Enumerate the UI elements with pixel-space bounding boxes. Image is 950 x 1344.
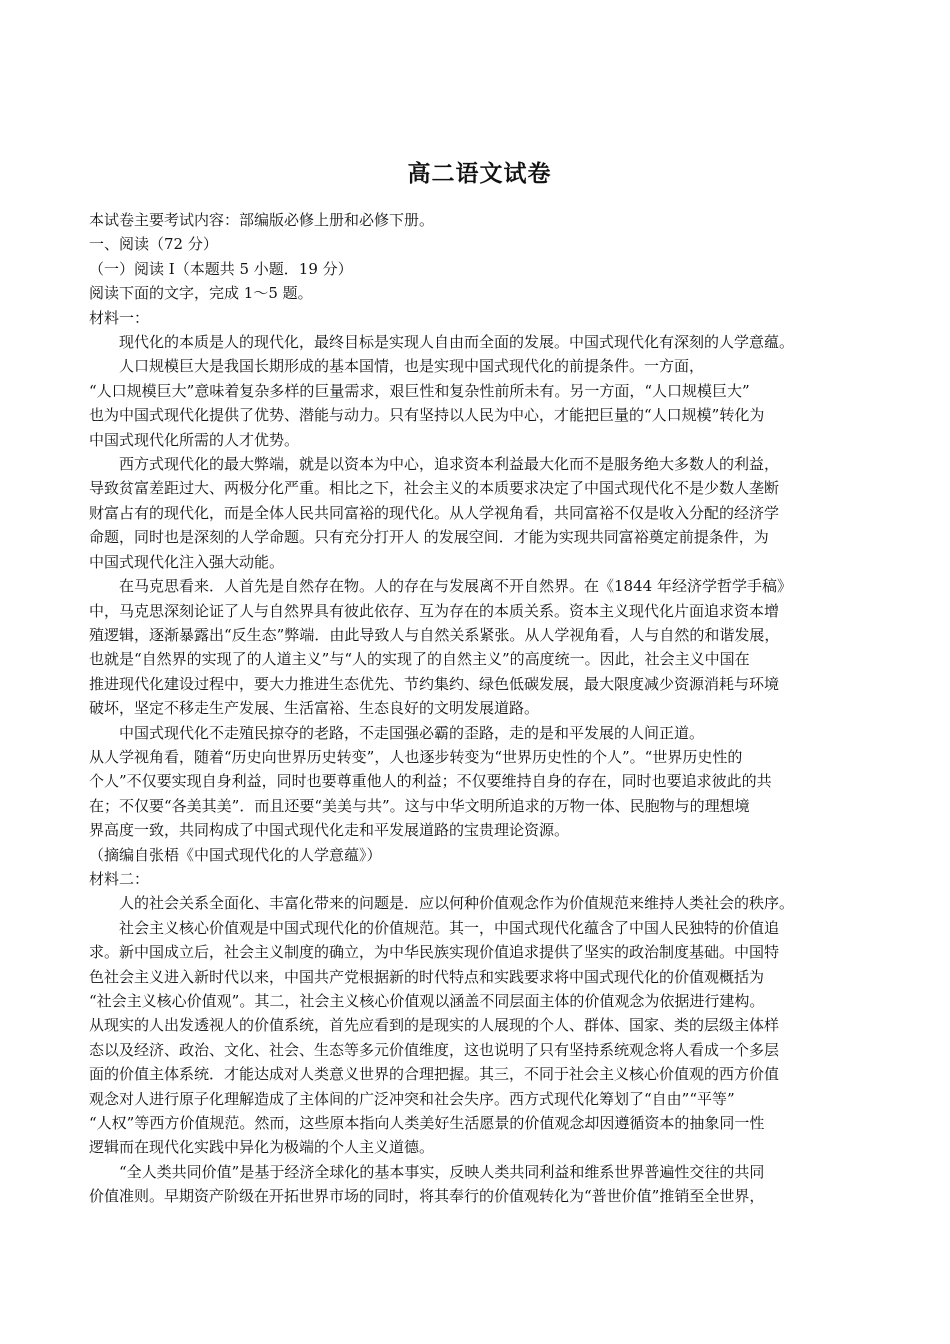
subsection-heading: （一）阅读 I（本题共 5 小题．19 分） <box>89 259 353 278</box>
material-one-paragraph: 在马克思看来．人首先是自然存在物。人的存在与发展离不开自然界。在《1844 年经济学哲学手稿》 中，马克思深刻论证了人与自然界具有彼此依存、互为存在的本质关系。资本主义现代化片面追求资本增 殖逻辑，逐渐暴露出“反生态”弊端．由此导致人与自然关系紧张。从人学视角看，人与自然的和谐发展， 也就是“自然界的实现了的人道主义”与“人的实现了的自然主义”的高度统一。因此，社会主义中国在 推进现代化建设过程中，要大力推进生态优先、节约集约、绿色低碳发展，最大限度减少资源消耗与环境 破坏，坚定不移走生产发展、生活富裕、生态良好的文明发展道路。 <box>89 577 792 718</box>
material-two-paragraph: 社会主义核心价值观是中国式现代化的价值规范。其一，中国式现代化蕴含了中国人民独特的价值追 求。新中国成立后，社会主义制度的确立，为中华民族实现价值追求提供了坚实的政治制度基础。中国特 色社会主义进入新时代以来，中国共产党根据新的时代特点和实践要求将中国式现代化的价值观概括为 “社会主义核心价值观”。其二，社会主义核心价值观以涵盖不同层面主体的价值观念为依据进行建构。 从现实的人出发透视人的价值系统，首先应看到的是现实的人展现的个人、群体、国家、类的层级主体样 态以及经济、政治、文化、社会、生态等多元价值维度，这也说明了只有坚持系统观念将人看成一个多层 面的价值主体系统．才能达成对人类意义世界的合理把握。其三，不同于社会主义核心价值观的西方价值 观念对人进行原子化理解造成了主体间的广泛冲突和社会失序。西方式现代化筹划了“自由”“平等” “人权”等西方价值规范。然而，这些原本指向人类美好生活愿景的价值观念却因遵循资本的抽象同一性 逻辑而在现代化实践中异化为极端的个人主义道德。 <box>89 918 780 1157</box>
section-heading: 一、阅读（72 分） <box>89 235 218 254</box>
page-title: 高二语文试卷 <box>407 160 552 187</box>
material-one-source: （摘编自张梧《中国式现代化的人学意蕴》） <box>89 845 382 864</box>
material-one-label: 材料一： <box>89 308 150 327</box>
material-one-paragraph: 中国式现代化不走殖民掠夺的老路，不走国强必霸的歪路，走的是和平发展的人间正道。 从人学视角看，随着“历史向世界历史转变”，人也逐步转变为“世界历史性的个人”。“世界历史性的 个人”不仅要实现自身利益，同时也要尊重他人的利益；不仅要维持自身的存在，同时也要追求彼此的共 在；不仅要“各美其美”．而且还要“美美与共”。这与中华文明所追求的万物一体、民胞物与的理想境 界高度一致，共同构成了中国式现代化走和平发展道路的宝贵理论资源。 <box>89 723 772 840</box>
material-two-paragraph: “全人类共同价值”是基于经济全球化的基本事实，反映人类共同利益和维系世界普遍性交往的共同 价值准则。早期资产阶级在开拓世界市场的同时，将其奉行的价值观转化为“普世价值”推销至全世界， <box>89 1162 765 1206</box>
material-one-paragraph: 现代化的本质是人的现代化，最终目标是实现人自由而全面的发展。中国式现代化有深刻的人学意蕴。 <box>119 333 795 352</box>
material-one-paragraph: 西方式现代化的最大弊端，就是以资本为中心，追求资本利益最大化而不是服务绝大多数人的利益， 导致贫富差距过大、两极分化严重。相比之下，社会主义的本质要求决定了中国式现代化不是少数人垄断 财富占有的现代化，而是全体人民共同富裕的现代化。从人学视角看，共同富裕不仅是收入分配的经济学 命题，同时也是深刻的人学命题。只有充分打开人 的发展空间．才能为实现共同富裕奠定前提条件，为 中国式现代化注入强大动能。 <box>89 455 780 571</box>
material-two-paragraph: 人的社会关系全面化、丰富化带来的问题是．应以何种价值观念作为价值规范来维持人类社会的秩序。 <box>119 894 795 913</box>
material-two-label: 材料二： <box>89 869 150 888</box>
material-one-paragraph: 人口规模巨大是我国长期形成的基本国情，也是实现中国式现代化的前提条件。一方面， “人口规模巨大”意味着复杂多样的巨量需求，艰巨性和复杂性前所未有。另一方面，“人口规模巨大” 也为中国式现代化提供了优势、潜能与动力。只有坚持以人民为中心，才能把巨量的“人口规模”转化为 中国式现代化所需的人才优势。 <box>89 357 765 449</box>
instruction-line: 阅读下面的文字，完成 1～5 题。 <box>89 284 313 303</box>
intro-line: 本试卷主要考试内容：部编版必修上册和必修下册。 <box>89 211 435 229</box>
